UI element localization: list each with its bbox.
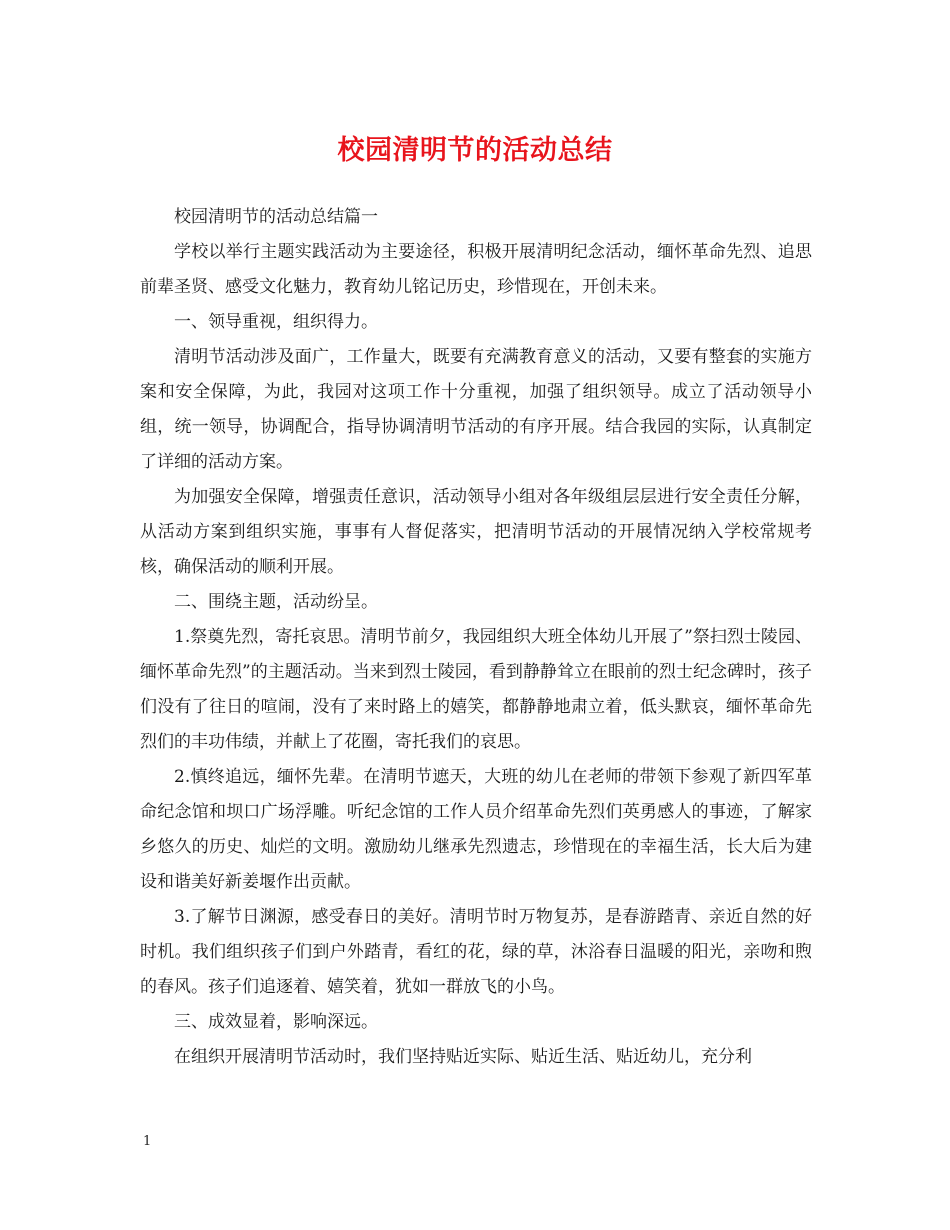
paragraph: 为加强安全保障，增强责任意识，活动领导小组对各年级组层层进行安全责任分解，从活动方案到组织实施，事事有人督促落实，把清明节活动的开展情况纳入学校常规考核，确保活动的顺利开展。: [140, 487, 812, 577]
paragraph-subtitle: 校园清明节的活动总结篇一: [174, 207, 378, 227]
section-heading-3: 三、成效显着，影响深远。: [174, 1012, 378, 1032]
paragraph: 2.慎终追远，缅怀先辈。在清明节遮天，大班的幼儿在老师的带领下参观了新四军革命纪念馆和坝口广场浮雕。听纪念馆的工作人员介绍革命先烈们英勇感人的事迹，了解家乡悠久的历史、灿烂的文明。激励幼儿继承先烈遗志，珍惜现在的幸福生活，长大后为建设和谐美好新姜堰作出贡献。: [140, 767, 812, 892]
paragraph: 清明节活动涉及面广，工作量大，既要有充满教育意义的活动，又要有整套的实施方案和安全保障，为此，我园对这项工作十分重视，加强了组织领导。成立了活动领导小组，统一领导，协调配合，指导协调清明节活动的有序开展。结合我园的实际，认真制定了详细的活动方案。: [140, 347, 812, 472]
paragraph-intro: 学校以举行主题实践活动为主要途径，积极开展清明纪念活动，缅怀革命先烈、追思前辈圣贤、感受文化魅力，教育幼儿铭记历史，珍惜现在，开创未来。: [140, 242, 812, 297]
section-heading-1: 一、领导重视，组织得力。: [174, 312, 378, 332]
paragraph: 在组织开展清明节活动时，我们坚持贴近实际、贴近生活、贴近幼儿，充分利: [174, 1047, 752, 1067]
paragraph: 1.祭奠先烈，寄托哀思。清明节前夕，我园组织大班全体幼儿开展了”祭扫烈士陵园、缅怀革命先烈”的主题活动。当来到烈士陵园，看到静静耸立在眼前的烈士纪念碑时，孩子们没有了往日的喧闹，没有了来时路上的嬉笑，都静静地肃立着，低头默哀，缅怀革命先烈们的丰功伟绩，并献上了花圈，寄托我们的哀思。: [140, 627, 812, 752]
section-heading-2: 二、围绕主题，活动纷呈。: [174, 592, 378, 612]
document-title: 校园清明节的活动总结: [337, 135, 613, 166]
document-body: [140, 200, 812, 1075]
paragraph: 3.了解节日渊源，感受春日的美好。清明节时万物复苏，是春游踏青、亲近自然的好时机。我们组织孩子们到户外踏青，看红的花，绿的草，沐浴春日温暖的阳光，亲吻和煦的春风。孩子们追逐着、嬉笑着，犹如一群放飞的小鸟。: [140, 907, 812, 997]
page-number: 1: [143, 1134, 152, 1149]
